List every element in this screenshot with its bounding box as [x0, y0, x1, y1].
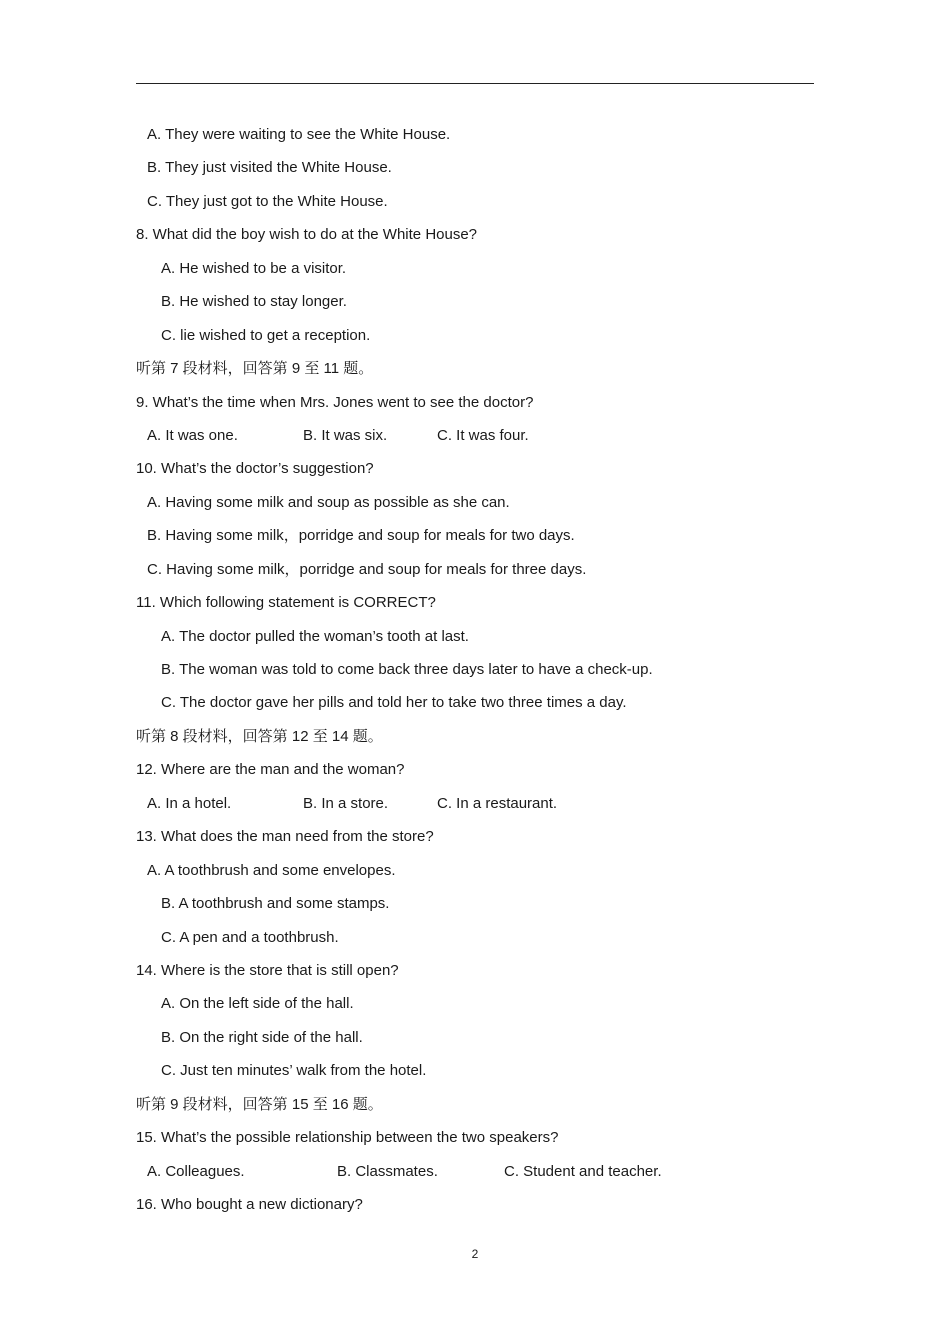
option-text: B. On the right side of the hall. [161, 1028, 363, 1046]
question-text: 14. Where is the store that is still open? [136, 962, 399, 979]
option-text: C. The doctor gave her pills and told her to take two three times a day. [161, 694, 627, 712]
option-text: A. In a hotel. [147, 794, 232, 812]
option-text: B. Having some milk，porridge and soup for meals for two days. [147, 527, 575, 545]
option-text: A. He wished to be a visitor. [161, 259, 347, 277]
option-text: B. They just visited the White House. [147, 159, 392, 177]
option-text: A. Having some milk and soup as possible as she can. [147, 493, 510, 511]
option-text: B. Classmates. [337, 1162, 438, 1180]
question-text: 15. What’s the possible relationship between the two speakers? [136, 1129, 559, 1147]
question-text: 16. Who bought a new dictionary? [136, 1196, 363, 1214]
section-instruction: 听第 9 段材料，回答第 15 至 16 题。 [136, 1095, 383, 1113]
question-text: 9. What’s the time when Mrs. Jones went to see the doctor? [136, 393, 534, 411]
option-text: A. They were waiting to see the White House. [147, 126, 451, 143]
question-text: 12. Where are the man and the woman? [136, 761, 405, 779]
option-text: C. A pen and a toothbrush. [161, 928, 339, 946]
option-text: C. In a restaurant. [437, 794, 558, 812]
option-text: C. It was four. [437, 426, 529, 444]
option-text: B. It was six. [303, 426, 388, 444]
option-text: C. Having some milk，porridge and soup for meals for three days. [147, 560, 587, 578]
options-row [147, 1162, 747, 1182]
option-text: C. Student and teacher. [504, 1162, 662, 1180]
option-text: B. The woman was told to come back three days later to have a check-up. [161, 661, 653, 679]
option-text: C. Just ten minutes’ walk from the hotel. [161, 1062, 427, 1080]
section-instruction: 听第 8 段材料，回答第 12 至 14 题。 [136, 727, 383, 745]
option-text: C. lie wished to get a reception. [161, 326, 371, 344]
question-text: 10. What’s the doctor’s suggestion? [136, 460, 374, 478]
option-text: A. The doctor pulled the woman’s tooth at last. [161, 627, 469, 645]
options-row [147, 426, 747, 446]
header-rule [136, 83, 814, 84]
question-text: 11. Which following statement is CORRECT? [136, 594, 436, 612]
option-text: A. On the left side of the hall. [161, 995, 354, 1013]
section-instruction: 听第 7 段材料，回答第 9 至 11 题。 [136, 360, 374, 378]
page-number: 2 [471, 1247, 479, 1261]
option-text: B. A toothbrush and some stamps. [161, 895, 390, 913]
question-text: 13. What does the man need from the store? [136, 828, 434, 846]
option-text: A. A toothbrush and some envelopes. [147, 861, 396, 879]
option-text: A. Colleagues. [147, 1162, 245, 1180]
option-text: B. He wished to stay longer. [161, 293, 347, 311]
option-text: B. In a store. [303, 794, 389, 812]
option-text: C. They just got to the White House. [147, 192, 388, 210]
option-text: A. It was one. [147, 426, 238, 444]
question-text: 8. What did the boy wish to do at the White House? [136, 226, 478, 244]
options-row [147, 794, 747, 814]
